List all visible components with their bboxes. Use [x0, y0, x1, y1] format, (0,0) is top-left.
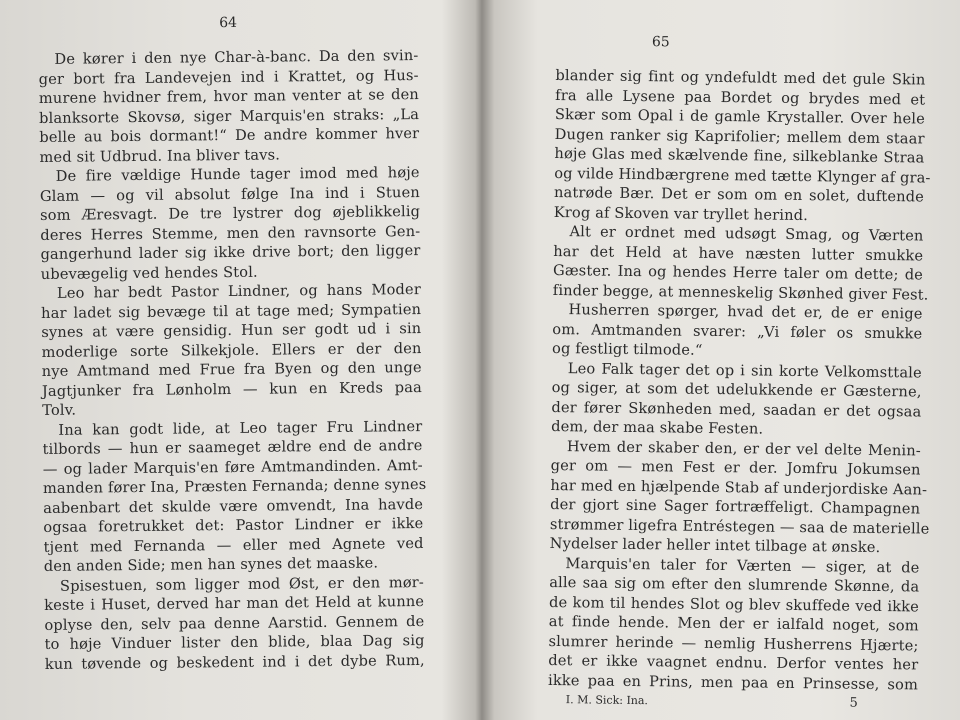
text-line: tilbords — hun er saameget ældre end de andre: [42, 436, 423, 458]
text-line: blanksorte Skovsø, siger Marquis'en straks: „La: [39, 105, 420, 127]
text-line: keste i Huset, derved har man det Held at kunne: [44, 592, 425, 614]
text-line: Husherren spørger, hvad det er, de er enige: [568, 301, 923, 323]
text-line: deres Herres Stemme, men den ravnsorte Gen-: [40, 222, 421, 244]
text-line: aabenbart det skulde være omvendt, Ina havde: [43, 495, 424, 517]
text-line: som Æresvagt. De tre lystrer dog øjeblikkelig: [40, 203, 421, 224]
text-line: belle au bois dormant!“ De andre kommer hver: [39, 125, 420, 146]
signature-mark: I. M. Sick: Ina.: [565, 693, 649, 708]
text-line: murene hvidner frem, hvor man venter at se den: [38, 86, 419, 107]
text-line: at finde hende. Men der er ialfald noget, som: [548, 612, 919, 635]
text-line: Hvem der skaber den, er der vel delte Menin-: [566, 437, 921, 459]
text-line: og festligt tilmode.“: [552, 339, 703, 359]
text-line: nye Amtmand med Frue fra Byen og den unge: [41, 359, 422, 380]
text-line: finder begge, at menneskelig Skønhed giver Fest.: [552, 281, 929, 304]
page-number: 65: [651, 34, 670, 51]
text-line: Marquis'en taler for Værten — siger, at de: [565, 554, 920, 576]
text-line: den anden Side; men han synes det maaske.: [43, 554, 379, 575]
text-line: og vilde Hindbærgrene med tætte Klynger af gra-: [554, 164, 931, 187]
text-line: Glam — og vil absolut følge Ina ind i Stuen: [39, 183, 420, 205]
text-line: fra alle Lysene paa Bordet og brydes med et: [555, 86, 926, 109]
text-line: de kom til hendes Slot og blev skuffede ved ikke: [548, 593, 920, 615]
left-page-text: [38, 46, 425, 674]
text-line: blander sig fint og yndefuldt med det gule Skin: [555, 66, 926, 89]
text-line: har ladet sig bevæge til at tage med; Sympatien: [41, 300, 422, 322]
text-line: Leo Falk tager det op i sin korte Velkomsttale: [567, 359, 922, 381]
text-line: moderlige sorte Silkekjole. Ellers er der den: [41, 339, 422, 361]
left-page: [38, 10, 425, 674]
right-page-text: [547, 66, 931, 694]
text-line: Tolv.: [42, 401, 77, 419]
right-page: [547, 30, 931, 711]
text-line: har det Held at have næsten lutter smukke: [553, 242, 924, 265]
text-line: Krog af Skoven var tryllet herind.: [553, 203, 809, 224]
text-line: oplyse den, selv paa denne Aarstid. Gennem de: [44, 612, 425, 634]
text-line: natrøde Bær. Det er som om en solet, duftende: [553, 183, 925, 206]
text-line: om. Amtmanden svarer: „Vi føler os smukke: [552, 320, 923, 342]
text-line: ger bort fra Landevejen ind i Krattet, og Hus-: [38, 66, 419, 88]
text-line: Jagtjunker fra Lønholm — kun en Kreds paa: [41, 378, 423, 400]
text-line: ger om — men Fest er der. Jomfru Jokumsen: [550, 456, 921, 479]
text-line: der gjort sine Sager fortræffeligt. Champagnen: [550, 495, 921, 518]
text-line: har med en hjælpende Stab af underjordiske Aan-: [550, 476, 928, 499]
text-line: tjent med Fernanda — eller med Agnete ved: [43, 534, 424, 556]
text-line: — og lader Marquis'en føre Amtmandinden. Amt-: [42, 456, 423, 478]
text-line: Gæster. Ina og hendes Herre taler om dette; de: [552, 261, 924, 284]
text-line: høje Glas med skælvende fine, silkeblanke Straa: [554, 144, 925, 167]
text-line: med sit Udbrud. Ina bliver tavs.: [39, 145, 281, 166]
text-line: det er ikke vaagnet endnu. Derfor ventes her: [548, 651, 919, 674]
text-line: strømmer ligefra Entréstegen — saa de materielle: [549, 515, 930, 538]
page-footer: [548, 692, 918, 713]
text-line: kun tøvende og beskedent ind i det dybe Rum,: [44, 651, 425, 673]
text-line: slumrer herinde — nemlig Husherrens Hjærte;: [548, 632, 919, 654]
signature-number: 5: [849, 695, 858, 711]
text-line: Skær som Opal i de gamle Krystaller. Over hele: [554, 105, 926, 128]
text-line: og siger, at som det udelukkende er Gæsterne,: [551, 378, 922, 401]
text-line: manden fører Ina, Præsten Fernanda; denne synes: [42, 475, 427, 497]
text-line: dem, der maa skabe Festen.: [551, 417, 764, 438]
text-line: Ina kan godt lide, at Leo tager Fru Lindner: [58, 417, 423, 439]
text-line: ogsaa foretrukket det: Pastor Lindner er ikke: [43, 514, 424, 536]
text-line: Leo har bedt Pastor Lindner, og hans Moder: [56, 281, 421, 302]
text-line: synes at være gensidig. Hun ser godt ud i sin: [41, 320, 422, 341]
text-line: to høje Vinduer lister den blide, blaa Dag sig: [44, 631, 425, 653]
text-line: ikke paa en Prins, men paa en Prinsesse, som: [547, 671, 919, 693]
text-line: der fører Skønheden med, saadan er det ogsaa: [551, 398, 922, 420]
text-line: Spisestuen, som ligger mod Øst, er den mør-: [59, 573, 425, 595]
text-line: De fire vældige Hunde tager imod med høje: [55, 164, 420, 185]
text-line: Nydelser lader heller intet tilbage at ønske.: [549, 534, 881, 557]
text-line: alle saa sig om efter den slumrende Skønne, da: [549, 573, 920, 596]
text-line: gangerhund lader sig ikke drive bort; den ligger: [40, 242, 421, 263]
text-line: De kører i den nye Char-à-banc. Da den svin-: [54, 47, 419, 68]
page-number: 64: [219, 14, 238, 32]
text-line: ubevægelig ved hendes Stol.: [40, 263, 258, 283]
text-line: Alt er ordnet med udsøgt Smag, og Værten: [569, 223, 924, 245]
text-line: Dugen ranker sig Kaprifolier; mellem dem staar: [554, 125, 925, 148]
